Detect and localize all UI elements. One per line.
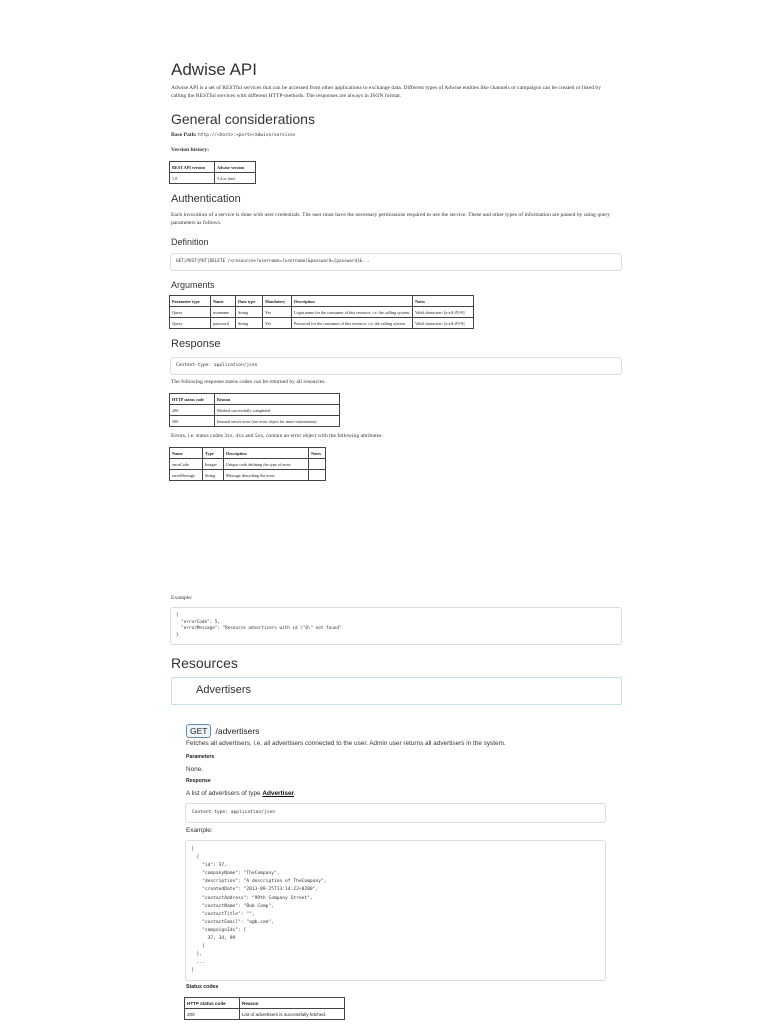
intro-text: Adwise API is a set of RESTful services that can be accessed from other applications to exchange data. Different types of Adwise entities like channels or campaigns can be created or listed by calling the RESTful services with different HTTP-methods. The responses are always in JSON format. <box>171 85 602 99</box>
table-cell: 1.0 <box>170 173 215 184</box>
error-example-label: Example: <box>171 595 193 601</box>
table-cell: String <box>236 307 263 318</box>
table-header-cell: Name <box>211 296 236 307</box>
resource-status-table <box>184 997 345 1020</box>
version-table <box>169 161 256 184</box>
table-cell: errorMessage <box>170 470 203 481</box>
status-codes-label: Status codes <box>186 984 219 990</box>
resources-heading: Resources <box>171 655 238 671</box>
table-header-row <box>170 296 474 307</box>
table-cell: password <box>211 318 236 329</box>
advertisers-heading: Advertisers <box>196 684 252 696</box>
parameters-label: Parameters <box>186 754 215 760</box>
base-path <box>171 131 296 140</box>
status-table <box>169 393 340 427</box>
table-header-cell: Name <box>170 448 203 459</box>
base-path-value: http://<host>:<port>/adwise/services <box>198 133 296 138</box>
resource-example-code: [ { "id": 37, "companyName": "TheCompany", "description": "A description of TheCompany", "createdDate": "2013-09-25T13:14:23+0200", "contactAddress": "99th Company Street", "contactName": "Bob Comp", "contactTitle": "", "contactEmail": "a@b.com", "campaignIds": [ 37, 34, 99 ] }, ... ] <box>191 847 327 974</box>
definition-heading: Definition <box>171 237 209 247</box>
table-header-cell: Reason <box>215 394 340 405</box>
table-cell: errorCode <box>170 459 203 470</box>
table-cell: String <box>236 318 263 329</box>
table-row <box>170 470 326 481</box>
response-text-suffix: . <box>294 790 296 797</box>
general-heading: General considerations <box>171 111 315 127</box>
table-header-cell: Adwise version <box>215 162 256 173</box>
table-cell: Message describing the error. <box>224 470 309 481</box>
advertiser-link[interactable]: Advertiser <box>262 790 294 797</box>
table-header-cell: Description <box>292 296 413 307</box>
response-text-prefix: A list of advertisers of type <box>186 790 263 797</box>
error-table <box>169 447 326 481</box>
errors-intro: Errors, i.e. status codes 3xx, 4xx and 5xx, contain an error object with the following attributes: <box>171 433 383 439</box>
resource-content-type-code: Content-type: application/json <box>192 810 275 815</box>
table-cell: Query <box>170 307 211 318</box>
response-content-type-code: Content-type: application/json <box>176 363 258 368</box>
table-header-cell: Notes <box>412 296 473 307</box>
table-cell: Method successfully completed. <box>215 405 340 416</box>
table-cell: Password for the consumer of this resource, i.e. the calling system. <box>292 318 413 329</box>
advertisers-section-header[interactable] <box>171 677 622 705</box>
table-header-row <box>170 394 340 405</box>
table-header-row <box>185 998 345 1009</box>
response-text <box>186 790 296 797</box>
table-cell: Query <box>170 318 211 329</box>
table-row <box>170 307 474 318</box>
resource-content-type-block <box>185 803 606 823</box>
table-cell: String <box>203 470 224 481</box>
response-content-type-block <box>170 357 622 375</box>
table-cell: Integer <box>203 459 224 470</box>
table-header-cell: Data type <box>236 296 263 307</box>
table-header-cell: Notes <box>309 448 326 459</box>
resource-example-block <box>185 840 606 981</box>
base-path-label: Base Path: <box>171 132 197 138</box>
definition-code: GET|POST|PUT|DELETE /<resource>?username={username}&password={password}&... <box>176 259 371 264</box>
response-label: Response <box>186 778 211 784</box>
table-cell: Yes <box>263 318 292 329</box>
endpoint-row <box>186 721 259 739</box>
table-header-cell: HTTP status code <box>170 394 215 405</box>
table-row <box>170 416 340 427</box>
table-cell: List of advertisers is successfully fetched. <box>240 1009 345 1020</box>
table-cell <box>309 459 326 470</box>
error-example-code: { "errorCode": 5, "errorMessage": "Resource advertisers with id \"0\" not found" } <box>176 613 342 638</box>
table-cell: Valid characters: [a-zA-Z0-9] <box>412 307 473 318</box>
table-cell: Internal server error (see error object for more information) <box>215 416 340 427</box>
response-heading: Response <box>171 338 221 350</box>
table-row <box>170 405 340 416</box>
status-intro: The following response status codes can be returned by all resources. <box>171 379 326 385</box>
table-cell: 5.4 or later <box>215 173 256 184</box>
table-header-cell: Mandatory <box>263 296 292 307</box>
table-cell <box>309 470 326 481</box>
parameters-value: None. <box>186 766 204 773</box>
table-cell: username <box>211 307 236 318</box>
table-cell: 200 <box>170 405 215 416</box>
table-cell: Valid characters: [a-zA-Z0-9] <box>412 318 473 329</box>
table-row <box>170 173 256 184</box>
table-header-cell: HTTP status code <box>185 998 240 1009</box>
page-title: Adwise API <box>171 60 257 79</box>
error-example-block <box>170 607 622 645</box>
table-cell: Unique code defining the type of error. <box>224 459 309 470</box>
arguments-table <box>169 295 474 329</box>
table-header-cell: Reason <box>240 998 345 1009</box>
table-cell: Yes <box>263 307 292 318</box>
get-method-button[interactable]: GET <box>186 724 211 738</box>
auth-heading: Authentication <box>171 193 241 205</box>
table-cell: 200 <box>185 1009 240 1020</box>
endpoint-path: /advertisers <box>215 726 260 736</box>
definition-code-block <box>170 253 622 271</box>
table-header-cell: Parameter type <box>170 296 211 307</box>
resource-example-label: Example: <box>186 827 213 834</box>
auth-text: Each invocation of a service is done with user credentials. The user must have the necessary permissions required to use the service. These and other types of information are passed by using query parameters as follows. <box>171 212 611 226</box>
table-header-row <box>170 162 256 173</box>
table-row <box>185 1009 345 1020</box>
table-row <box>170 318 474 329</box>
table-cell: Login name for the consumer of this resource, i.e. the calling system. <box>292 307 413 318</box>
table-header-cell: REST API version <box>170 162 215 173</box>
table-row <box>170 459 326 470</box>
table-header-cell: Type <box>203 448 224 459</box>
table-header-row <box>170 448 326 459</box>
arguments-heading: Arguments <box>171 280 215 290</box>
table-cell: 500 <box>170 416 215 427</box>
endpoint-description: Fetches all advertisers, i.e. all advertisers connected to the user. Admin user returns all advertisers in the system. <box>186 740 506 747</box>
version-history-label: Version history: <box>171 147 210 153</box>
table-header-cell: Description <box>224 448 309 459</box>
